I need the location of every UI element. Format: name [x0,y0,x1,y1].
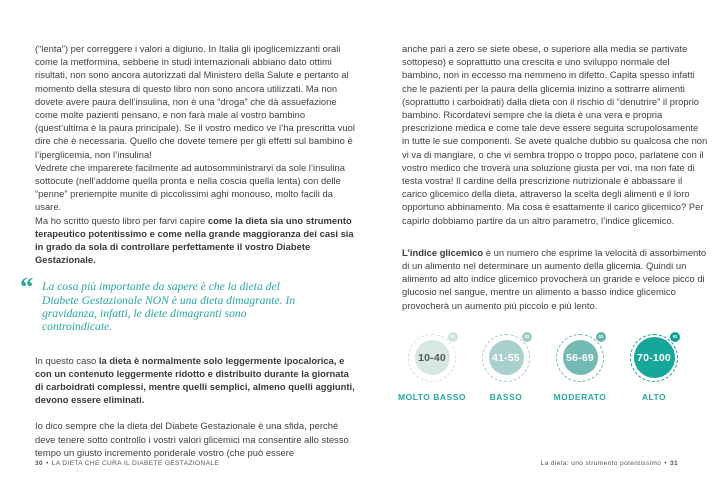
body-paragraph: Ma ho scritto questo libro per farvi capire come la dieta sia uno strumento terapeutico potentissimo e come nella grande maggioranza dei casi sia in grado da sola di controllare perfettamente il vostro Diabete Gestazionale. [35,214,354,266]
page-number: 30 [35,460,44,467]
index-range-circle [489,340,524,375]
dashed-ring [482,334,530,382]
index-range-value: 41-55 [492,351,520,364]
quote-mark-icon: “ [20,272,34,303]
pull-quote [20,272,357,334]
ig-badge-icon: IG [670,332,680,342]
body-paragraph: Io dico sempre che la dieta del Diabete Gestazionale è una sfida, perché deve tenere sotto controllo i vostri valori glicemici ma consentire allo stesso tempo un giusto incremento ponderale vostro (che può essere [35,420,349,458]
glycemic-scale-item-moderato [543,334,617,402]
dashed-ring [556,334,604,382]
dashed-ring [630,334,678,382]
page-number: 31 [669,460,678,467]
index-range-circle [634,337,675,378]
left-page-column [20,42,357,459]
glycemic-scale-item-basso [469,334,543,402]
ig-badge-icon: IG [448,332,458,342]
body-paragraph: In questo caso la dieta è normalmente solo leggermente ipocalorica, e con un contenuto leggermente ridotto e distribuito durante la giornata di carboidrati complessi, mentre quelli semplici, almeno quelli aggiunti, devono essere eliminati. [35,354,355,406]
left-page-footer [35,460,219,467]
footer-separator: • [664,460,667,467]
right-page-column [398,42,708,402]
ig-badge-icon: IG [522,332,532,342]
glycemic-scale-item-alto [617,334,691,402]
index-range-circle [415,340,450,375]
ig-badge-icon: IG [596,332,606,342]
index-range-label: MODERATO [553,391,607,402]
index-range-value: 56-69 [566,351,594,364]
dashed-ring [408,334,456,382]
index-range-value: 70-100 [637,351,671,364]
body-paragraph: Vedrete che imparerete facilmente ad autosomministrarvi da sole l’insulina sottocute (nell’addome quella pronta e nella coscia quella lenta) con delle “penne” preriempite munite di piccolissimi aghi monouso, molto facili da usare. [35,161,345,213]
index-range-label: BASSO [489,391,523,402]
chapter-title: La dieta: uno strumento potentissimo [540,460,662,467]
index-range-value: 10-40 [418,351,446,364]
glycemic-index-scale [395,334,691,402]
index-range-label: ALTO [641,391,667,402]
body-paragraph: (“lenta”) per correggere i valori a digiuno. In Italia gli ipoglicemizzanti orali come la metformina, sebbene in studi internazionali abbiano dato ottimi risultati, non sono ancora autorizzati dal Ministero della Salute e pertanto al momento della stesura di questo libro non sono ancora utilizzati. Ma non dovete avere paura dell’insulina, non è una “droga” che dà assuefazione come molte pazienti pensano, e non farà male al vostro bambino (quest’ultima è la paura principale). Se il vostro medico ve l’ha prescritta vuol dire che è necessaria. Quello che dovete temere per gli effetti sul bambino è l’iperglicemia, non l’insulina! [35,43,355,160]
index-range-circle [563,340,598,375]
footer-separator: • [46,460,49,467]
glycemic-scale-item-molto-basso [395,334,469,402]
right-page-footer [402,460,678,467]
body-paragraph: L’indice glicemico è un numero che esprime la velocità di assorbimento di un alimento nel determinare un aumento della glicemia. Quindi un alimento ad alto indice glicemico provocherà un grande e veloce picco di glucosio nel sangue, mentre un alimento a basso indice glicemico provocherà un aumento più piccolo e più lento. [402,246,707,311]
body-paragraph: anche pari a zero se siete obese, o superiore alla media se partivate sottopeso) e soprattutto una crescita e uno sviluppo normale del bambino, non in eccesso ma nemmeno in difetto. Capita spesso infatti che le pazienti per la paura della glicemia inizino a sottrarre alimenti (soprattutto i carboidrati) dalla dieta con il rischio di “denutrire” il proprio bambino. Ricordatevi sempre che la dieta è una vera e propria prescrizione medica e come tale deve essere seguita scrupolosamente in tutte le sue componenti. Se avete qualche dubbio su qualcosa che non vi va di mangiare, o che vi sembra troppo o troppo poco, parlatene con il vostro medico che troverà una soluzione giusta per voi, ma non fate di testa vostra! Il cardine della prescrizione nutrizionale è abbassare il carico glicemico della dieta, attraverso la scelta degli alimenti e il loro opportuno abbinamento. Ma cosa è esattamente il carico glicemico? Per capirlo dobbiamo partire da un altro parametro, l’indice glicemico. [402,43,708,226]
pull-quote-text: La cosa più importante da sapere è che la dieta del Diabete Gestazionale NON è una dieta dimagrante. In gravidanza, infatti, le diete dimagranti sono controindicate. [42,280,296,334]
index-range-label: MOLTO BASSO [398,391,466,402]
book-title: LA DIETA CHE CURA IL DIABETE GESTAZIONALE [51,460,220,467]
